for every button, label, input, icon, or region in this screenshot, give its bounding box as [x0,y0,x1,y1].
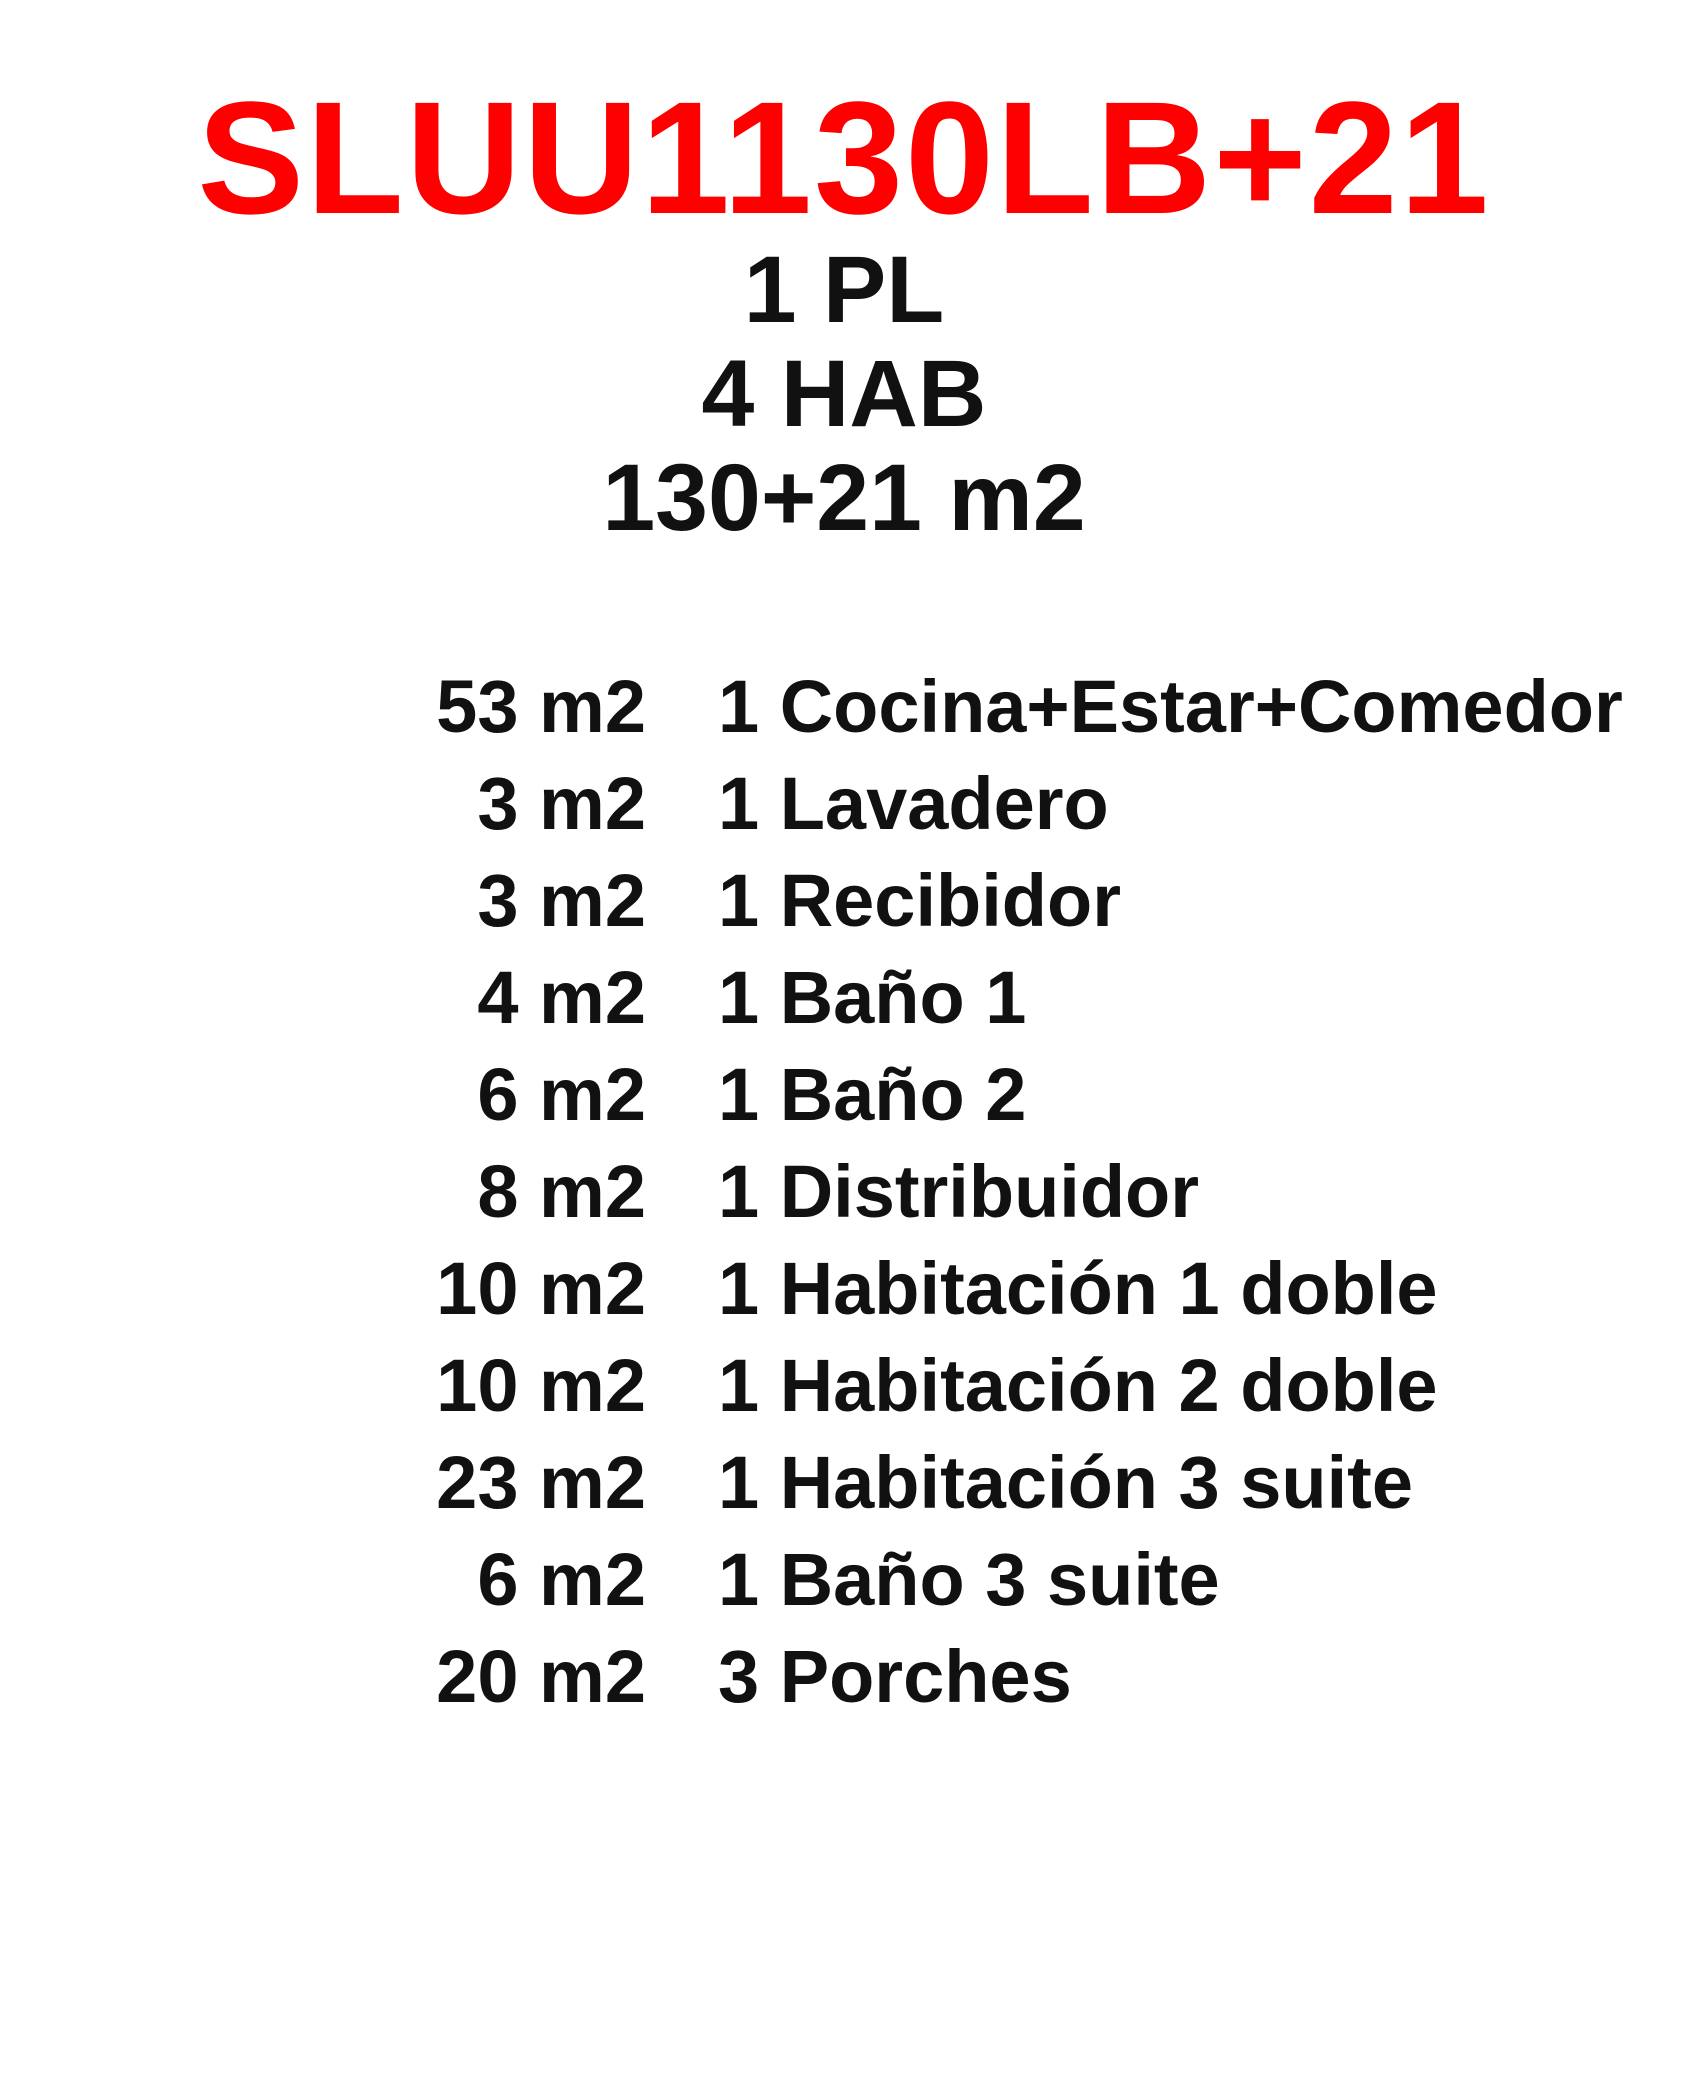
room-description: 1 Recibidor [718,859,1121,942]
room-row [0,1628,1688,1725]
room-area: 10 m2 [436,1344,646,1427]
room-area: 6 m2 [477,1538,646,1621]
room-row [0,658,1688,755]
total-area: 130+21 m2 [602,445,1086,551]
room-row [0,1337,1688,1434]
room-description: 1 Lavadero [718,762,1109,845]
room-area: 23 m2 [436,1441,646,1524]
room-area: 3 m2 [477,859,646,942]
room-area: 6 m2 [477,1053,646,1136]
room-row [0,1240,1688,1337]
room-description: 1 Habitación 1 doble [718,1247,1438,1330]
room-description: 1 Baño 3 suite [718,1538,1220,1621]
room-description: 3 Porches [718,1635,1072,1718]
room-area: 10 m2 [436,1247,646,1330]
room-row [0,1434,1688,1531]
room-description: 1 Baño 2 [718,1053,1027,1136]
room-area: 20 m2 [436,1635,646,1718]
room-row [0,1143,1688,1240]
room-description: 1 Baño 1 [718,956,1027,1039]
room-row [0,852,1688,949]
room-area: 53 m2 [436,665,646,748]
room-area: 8 m2 [477,1150,646,1233]
room-area: 3 m2 [477,762,646,845]
summary-list [0,238,1688,550]
room-row [0,1046,1688,1143]
room-row [0,755,1688,852]
room-description: 1 Cocina+Estar+Comedor [718,665,1623,748]
room-description: 1 Habitación 2 doble [718,1344,1438,1427]
bedrooms-count: 4 HAB [701,341,987,447]
floors-count: 1 PL [743,237,945,343]
room-description: 1 Distribuidor [718,1150,1200,1233]
room-row [0,1531,1688,1628]
rooms-table [0,658,1688,1725]
room-area: 4 m2 [477,956,646,1039]
model-code-title: SLUU1130LB+21 [197,68,1491,247]
room-row [0,949,1688,1046]
room-description: 1 Habitación 3 suite [718,1441,1413,1524]
